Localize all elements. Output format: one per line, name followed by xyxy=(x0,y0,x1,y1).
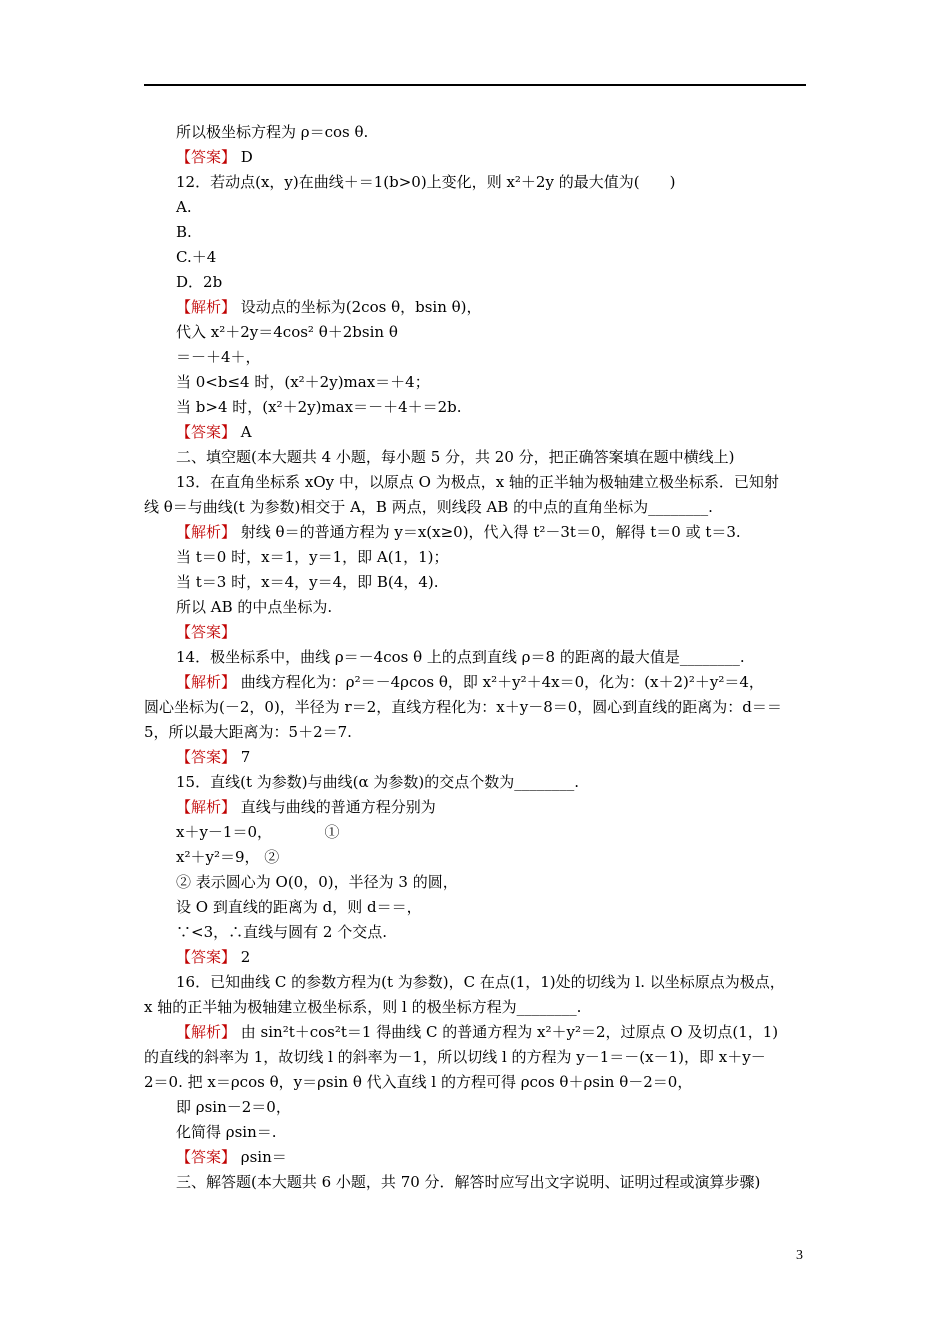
answer-tag: 【答案】 xyxy=(176,148,237,166)
line-text: A. xyxy=(176,198,192,216)
line-text: 曲线方程化为：ρ²＝－4ρcos θ，即 x²＋y²＋4x＝0，化为：(x＋2)²＋y²＝4， xyxy=(236,673,764,691)
document-body xyxy=(144,120,812,1195)
text-line xyxy=(144,670,812,695)
text-line xyxy=(144,945,812,970)
text-line xyxy=(144,695,812,720)
text-line xyxy=(144,820,812,845)
line-text: 所以 AB 的中点坐标为. xyxy=(176,598,333,616)
text-line xyxy=(144,120,812,145)
line-text: 12．若动点(x，y)在曲线＋＝1(b>0)上变化，则 x²＋2y 的最大值为( ) xyxy=(176,173,676,191)
text-line xyxy=(144,370,812,395)
analysis-tag: 【解析】 xyxy=(176,1023,237,1041)
answer-tag: 【答案】 xyxy=(176,423,237,441)
line-text: 直线与曲线的普通方程分别为 xyxy=(236,798,436,816)
line-text: 设 O 到直线的距离为 d，则 d＝＝， xyxy=(176,898,422,916)
text-line xyxy=(144,745,812,770)
line-text: 当 b>4 时，(x²＋2y)max＝－＋4＋＝2b. xyxy=(176,398,462,416)
line-text: 设动点的坐标为(2cos θ，bsin θ)， xyxy=(236,298,482,316)
text-line xyxy=(144,1095,812,1120)
line-text: ② 表示圆心为 O(0，0)，半径为 3 的圆， xyxy=(176,873,458,891)
text-line xyxy=(144,470,812,495)
text-line xyxy=(144,245,812,270)
text-line xyxy=(144,220,812,245)
text-line xyxy=(144,1145,812,1170)
text-line xyxy=(144,720,812,745)
line-text: 2 xyxy=(236,948,251,966)
line-text: 即 ρsin－2＝0， xyxy=(176,1098,291,1116)
line-text: 的直线的斜率为 1，故切线 l 的斜率为－1，所以切线 l 的方程为 y－1＝－(x－1)，即 x＋y－ xyxy=(144,1048,766,1066)
text-line xyxy=(144,1170,812,1195)
text-line xyxy=(144,1120,812,1145)
line-text: 当 t＝3 时，x＝4，y＝4，即 B(4，4). xyxy=(176,573,439,591)
line-text: x²＋y²＝9， ② xyxy=(176,848,280,866)
text-line xyxy=(144,195,812,220)
line-text: ρsin＝ xyxy=(236,1148,287,1166)
text-line xyxy=(144,995,812,1020)
line-text: 化简得 ρsin＝. xyxy=(176,1123,277,1141)
line-text: 5，所以最大距离为：5＋2＝7. xyxy=(144,723,352,741)
text-line xyxy=(144,345,812,370)
line-text: C.＋4 xyxy=(176,248,217,266)
text-line xyxy=(144,1045,812,1070)
text-line xyxy=(144,1070,812,1095)
text-line xyxy=(144,795,812,820)
text-line xyxy=(144,445,812,470)
answer-tag: 【答案】 xyxy=(176,623,237,641)
line-text: 15．直线(t 为参数)与曲线(α 为参数)的交点个数为________. xyxy=(176,773,579,791)
answer-tag: 【答案】 xyxy=(176,1148,237,1166)
text-line xyxy=(144,770,812,795)
analysis-tag: 【解析】 xyxy=(176,298,237,316)
text-line xyxy=(144,895,812,920)
text-line xyxy=(144,320,812,345)
line-text: 圆心坐标为(－2，0)，半径为 r＝2，直线方程化为：x＋y－8＝0，圆心到直线的距离为：d＝＝ xyxy=(144,698,782,716)
line-text: 14．极坐标系中，曲线 ρ＝－4cos θ 上的点到直线 ρ＝8 的距离的最大值是________. xyxy=(176,648,745,666)
text-line xyxy=(144,970,812,995)
text-line xyxy=(144,520,812,545)
analysis-tag: 【解析】 xyxy=(176,673,237,691)
analysis-tag: 【解析】 xyxy=(176,523,237,541)
text-line xyxy=(144,595,812,620)
text-line xyxy=(144,845,812,870)
text-line xyxy=(144,645,812,670)
line-text: A xyxy=(236,423,252,441)
line-text: 16．已知曲线 C 的参数方程为(t 为参数)，C 在点(1，1)处的切线为 l. 以坐标原点为极点， xyxy=(176,973,785,991)
text-line xyxy=(144,870,812,895)
analysis-tag: 【解析】 xyxy=(176,798,237,816)
text-line xyxy=(144,920,812,945)
text-line xyxy=(144,620,812,645)
line-text: ＝－＋4＋， xyxy=(176,348,261,366)
line-text: 当 0<b≤4 时，(x²＋2y)max＝＋4； xyxy=(176,373,430,391)
line-text: D．2b xyxy=(176,273,223,291)
line-text: ∵<3，∴直线与圆有 2 个交点. xyxy=(176,923,387,941)
header-rule xyxy=(144,84,806,86)
line-text: 7 xyxy=(236,748,251,766)
text-line xyxy=(144,395,812,420)
line-text: B. xyxy=(176,223,192,241)
text-line xyxy=(144,170,812,195)
line-text: 线 θ＝与曲线(t 为参数)相交于 A，B 两点，则线段 AB 的中点的直角坐标为________. xyxy=(144,498,713,516)
line-text: 所以极坐标方程为 ρ＝cos θ. xyxy=(176,123,369,141)
line-text: x 轴的正半轴为极轴建立极坐标系，则 l 的极坐标方程为________. xyxy=(144,998,582,1016)
text-line xyxy=(144,420,812,445)
text-line xyxy=(144,1020,812,1045)
line-text: 射线 θ＝的普通方程为 y＝x(x≥0)，代入得 t²－3t＝0，解得 t＝0 或 t＝3. xyxy=(236,523,741,541)
answer-tag: 【答案】 xyxy=(176,948,237,966)
line-text: 2＝0. 把 x＝ρcos θ，y＝ρsin θ 代入直线 l 的方程可得 ρcos θ＋ρsin θ－2＝0， xyxy=(144,1073,693,1091)
text-line xyxy=(144,270,812,295)
line-text: D xyxy=(236,148,253,166)
line-text: 代入 x²＋2y＝4cos² θ＋2bsin θ xyxy=(176,323,398,341)
line-text: 三、解答题(本大题共 6 小题，共 70 分．解答时应写出文字说明、证明过程或演算步骤) xyxy=(176,1173,761,1191)
page-number: 3 xyxy=(796,1248,803,1263)
line-text: 由 sin²t＋cos²t＝1 得曲线 C 的普通方程为 x²＋y²＝2，过原点 O 及切点(1，1) xyxy=(236,1023,779,1041)
line-text: 二、填空题(本大题共 4 小题，每小题 5 分，共 20 分，把正确答案填在题中横线上) xyxy=(176,448,735,466)
text-line xyxy=(144,145,812,170)
text-line xyxy=(144,545,812,570)
line-text: 13．在直角坐标系 xOy 中，以原点 O 为极点，x 轴的正半轴为极轴建立极坐标系．已知射 xyxy=(176,473,779,491)
text-line xyxy=(144,495,812,520)
line-text: 当 t＝0 时，x＝1，y＝1，即 A(1，1)； xyxy=(176,548,449,566)
text-line xyxy=(144,295,812,320)
line-text: x＋y－1＝0， ① xyxy=(176,823,340,841)
answer-tag: 【答案】 xyxy=(176,748,237,766)
text-line xyxy=(144,570,812,595)
